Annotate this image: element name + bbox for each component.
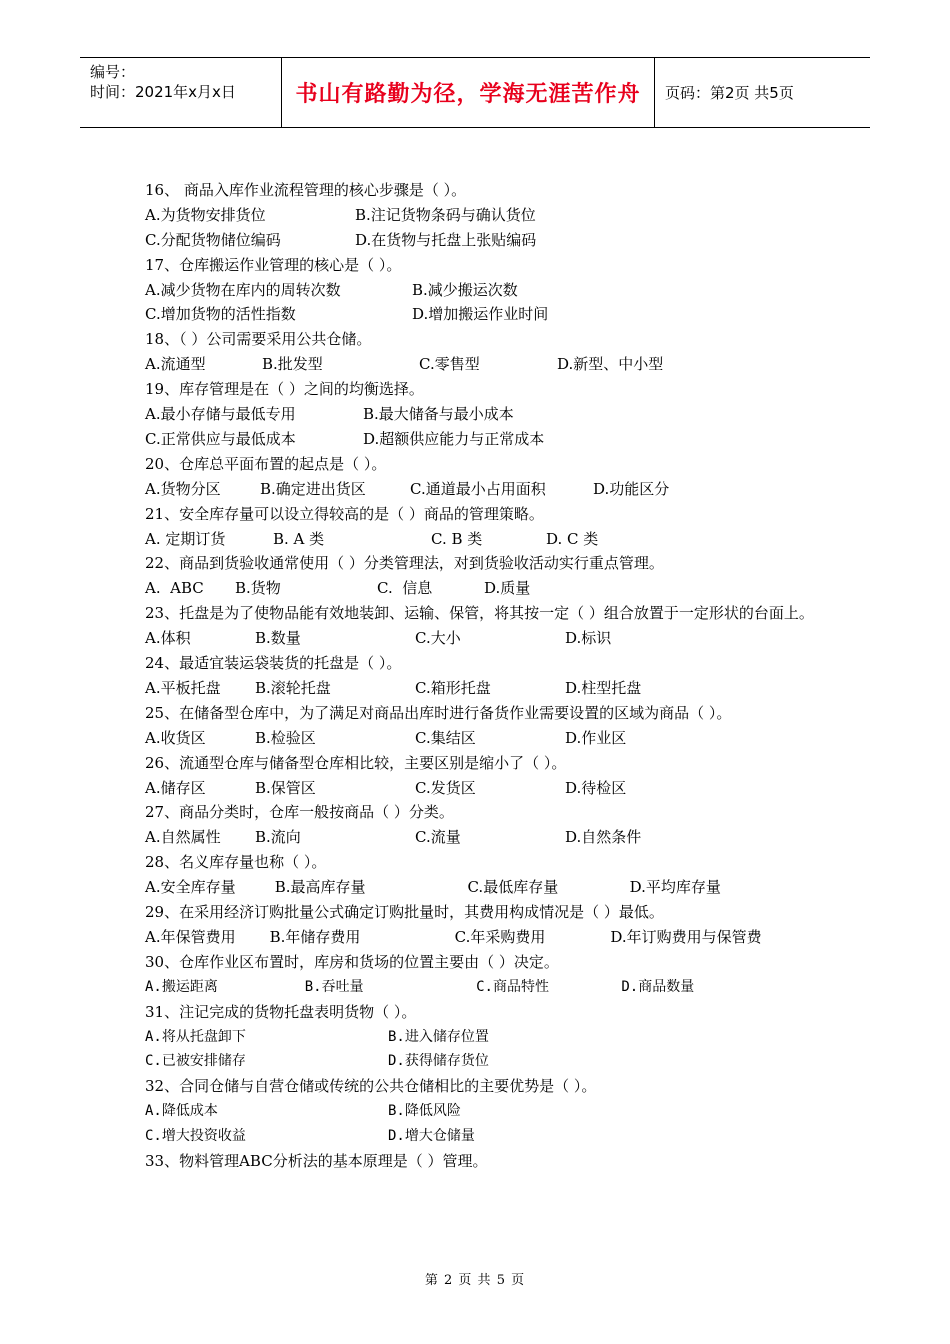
question-item: [145, 950, 815, 1000]
question-stem: 22、商品到货验收通常使用（ ）分类管理法，对到货验收活动实行重点管理。: [145, 554, 664, 573]
answer-option[interactable]: C.正常供应与最低成本: [145, 429, 296, 448]
option-row: [145, 352, 815, 377]
option-row: [145, 875, 815, 900]
option-row: [145, 825, 815, 850]
answer-option[interactable]: A.自然属性: [145, 828, 221, 847]
answer-option[interactable]: B.批发型: [262, 355, 323, 374]
answer-option[interactable]: A.将从托盘卸下: [145, 1028, 246, 1045]
answer-option[interactable]: C.增大投资收益: [145, 1128, 246, 1145]
answer-option[interactable]: C.集结区: [415, 728, 476, 747]
answer-option[interactable]: A.体积: [145, 629, 191, 648]
answer-option[interactable]: D.年订购费用与保管费: [610, 927, 762, 946]
answer-option[interactable]: C. 信息: [377, 579, 433, 598]
question-item: [145, 452, 815, 502]
question-stem: 16、 商品入库作业流程管理的核心步骤是（ ）。: [145, 181, 467, 199]
answer-option[interactable]: D.自然条件: [565, 828, 642, 847]
answer-option[interactable]: D.柱型托盘: [565, 678, 642, 697]
answer-option[interactable]: C.已被安排储存: [145, 1053, 246, 1070]
answer-option[interactable]: A.年保管费用: [145, 927, 236, 946]
option-row: [145, 626, 815, 651]
answer-option[interactable]: B.降低风险: [388, 1103, 461, 1120]
answer-option[interactable]: C.大小: [415, 629, 461, 648]
option-row: [145, 278, 815, 303]
question-stem: 31、注记完成的货物托盘表明货物（ ）。: [145, 1002, 417, 1021]
option-row: [145, 427, 815, 452]
answer-option[interactable]: D.商品数量: [621, 978, 695, 995]
question-item: [145, 651, 815, 701]
answer-option[interactable]: C. B 类: [431, 529, 483, 548]
option-row: [145, 402, 815, 427]
answer-option[interactable]: B.保管区: [255, 778, 316, 797]
option-row: [145, 477, 815, 502]
answer-option[interactable]: B.注记货物条码与确认货位: [355, 205, 536, 224]
answer-option[interactable]: B.检验区: [255, 728, 316, 747]
answer-option[interactable]: D.获得储存货位: [388, 1053, 489, 1070]
answer-option[interactable]: C.分配货物储位编码: [145, 230, 281, 249]
answer-option[interactable]: B.进入储存位置: [388, 1028, 489, 1045]
answer-option[interactable]: B.减少搬运次数: [412, 280, 518, 299]
option-row: [145, 527, 815, 552]
option-row: [145, 302, 815, 327]
option-row: [145, 1025, 815, 1050]
answer-option[interactable]: D.功能区分: [593, 479, 670, 498]
question-stem: 17、仓库搬运作业管理的核心是（ ）。: [145, 255, 402, 274]
answer-option[interactable]: C.箱形托盘: [415, 678, 491, 697]
answer-option[interactable]: C.发货区: [415, 778, 476, 797]
question-stem: 19、库存管理是在（ ）之间的均衡选择。: [145, 380, 424, 399]
option-row: [145, 925, 815, 950]
question-item: [145, 253, 815, 328]
question-stem: 28、名义库存量也称（ ）。: [145, 853, 327, 872]
answer-option[interactable]: D. C 类: [546, 529, 599, 548]
question-stem: 23、托盘是为了使物品能有效地装卸、运输、保管，将其按一定（ ）组合放置于一定形状的台面上。: [145, 604, 814, 623]
question-item: [145, 178, 815, 253]
question-stem: 33、物料管理ABC分析法的基本原理是（ ）管理。: [145, 1152, 488, 1170]
header-info: [80, 58, 282, 127]
answer-option[interactable]: A. 定期订货: [145, 529, 226, 548]
answer-option[interactable]: A.为货物安排货位: [145, 205, 266, 224]
answer-option[interactable]: D.新型、中小型: [557, 355, 664, 374]
answer-option[interactable]: D.超额供应能力与正常成本: [363, 429, 545, 448]
option-row: [145, 726, 815, 751]
question-stem: 20、仓库总平面布置的起点是（ ）。: [145, 454, 387, 473]
answer-option[interactable]: A.流通型: [145, 355, 206, 374]
answer-option[interactable]: A.货物分区: [145, 479, 221, 498]
question-stem: 24、最适宜装运袋装货的托盘是（ ）。: [145, 654, 402, 673]
answer-option[interactable]: D.在货物与托盘上张贴编码: [355, 230, 537, 249]
answer-option[interactable]: A.最小存储与最低专用: [145, 405, 296, 424]
header-page-number: 页码：第2页 共5页: [665, 84, 794, 102]
question-item: [145, 900, 815, 950]
question-item: [145, 327, 815, 377]
answer-option[interactable]: D.增加搬运作业时间: [412, 305, 549, 324]
question-item: [145, 601, 815, 651]
question-item: [145, 850, 815, 900]
answer-option[interactable]: C.通道最小占用面积: [410, 479, 546, 498]
option-row: [145, 676, 815, 701]
header-motto: 书山有路勤为径，学海无涯苦作舟: [282, 58, 655, 127]
answer-option[interactable]: B.确定进出货区: [260, 479, 366, 498]
option-row: [145, 228, 815, 253]
question-stem: 26、流通型仓库与储备型仓库相比较，主要区别是缩小了（ ）。: [145, 753, 567, 772]
option-row: [145, 1049, 815, 1074]
answer-option[interactable]: C.商品特性: [476, 978, 549, 995]
answer-option[interactable]: C.增加货物的活性指数: [145, 305, 296, 324]
option-row: [145, 1099, 815, 1124]
page-footer: 第 2 页 共 5 页: [424, 1273, 526, 1288]
answer-option[interactable]: B.年储存费用: [269, 927, 361, 946]
question-item: [145, 1000, 815, 1075]
answer-option[interactable]: D.待检区: [565, 778, 627, 797]
answer-option[interactable]: D.增大仓储量: [388, 1128, 475, 1145]
answer-option[interactable]: C.流量: [415, 828, 461, 847]
answer-option[interactable]: D.质量: [484, 579, 531, 598]
answer-option[interactable]: C.零售型: [419, 355, 480, 374]
question-item: [145, 751, 815, 801]
answer-option[interactable]: D.平均库存量: [629, 878, 721, 897]
answer-option[interactable]: B.流向: [255, 828, 301, 847]
question-item: [145, 1074, 815, 1149]
question-stem: 21、安全库存量可以设立得较高的是（ ）商品的管理策略。: [145, 504, 544, 523]
answer-option[interactable]: A.平板托盘: [145, 678, 221, 697]
question-item: [145, 800, 815, 850]
question-stem: 18、（ ）公司需要采用公共仓储。: [145, 330, 372, 349]
option-row: [145, 576, 815, 601]
answer-option[interactable]: A.减少货物在库内的周转次数: [145, 280, 341, 299]
question-stem: 30、仓库作业区布置时，库房和货场的位置主要由（ ）决定。: [145, 952, 559, 971]
answer-option[interactable]: B.货物: [235, 579, 281, 598]
answer-option[interactable]: A. ABC: [145, 579, 204, 598]
answer-option[interactable]: D.作业区: [565, 728, 627, 747]
question-item: [145, 502, 815, 552]
answer-option[interactable]: A.安全库存量: [145, 878, 236, 897]
answer-option[interactable]: C.年采购费用: [454, 927, 546, 946]
question-item: [145, 701, 815, 751]
answer-option[interactable]: B.最高库存量: [274, 878, 366, 897]
answer-option[interactable]: B. A 类: [273, 529, 325, 548]
question-list: [145, 178, 815, 1174]
question-stem: 32、合同仓储与自营仓储或传统的公共仓储相比的主要优势是（ ）。: [145, 1077, 597, 1096]
document-time-label: 时间：2021年x月x日: [90, 83, 236, 101]
question-stem: 25、在储备型仓库中，为了满足对商品出库时进行备货作业需要设置的区域为商品（ ）。: [145, 703, 732, 722]
question-item: [145, 1149, 815, 1174]
answer-option[interactable]: C.最低库存量: [467, 878, 559, 897]
question-item: [145, 377, 815, 452]
answer-option[interactable]: A.收货区: [145, 728, 206, 747]
option-row: [145, 203, 815, 228]
question-item: [145, 551, 815, 601]
option-row: [145, 1124, 815, 1149]
answer-option[interactable]: A.储存区: [145, 778, 206, 797]
answer-option[interactable]: A.搬运距离: [145, 978, 218, 995]
question-stem: 29、在采用经济订购批量公式确定订购批量时，其费用构成情况是（ ）最低。: [145, 903, 664, 922]
answer-option[interactable]: D.标识: [565, 629, 612, 648]
question-stem: 27、商品分类时，仓库一般按商品（ ）分类。: [145, 803, 454, 822]
answer-option[interactable]: B.最大储备与最小成本: [363, 405, 514, 424]
answer-option[interactable]: B.吞吐量: [304, 978, 364, 995]
page-header: [80, 57, 870, 128]
option-row: [145, 776, 815, 801]
option-row: [145, 975, 815, 1000]
answer-option[interactable]: B.滚轮托盘: [255, 678, 331, 697]
document-number-label: 编号：: [90, 63, 136, 81]
answer-option[interactable]: A.降低成本: [145, 1103, 218, 1120]
answer-option[interactable]: B.数量: [255, 629, 301, 648]
